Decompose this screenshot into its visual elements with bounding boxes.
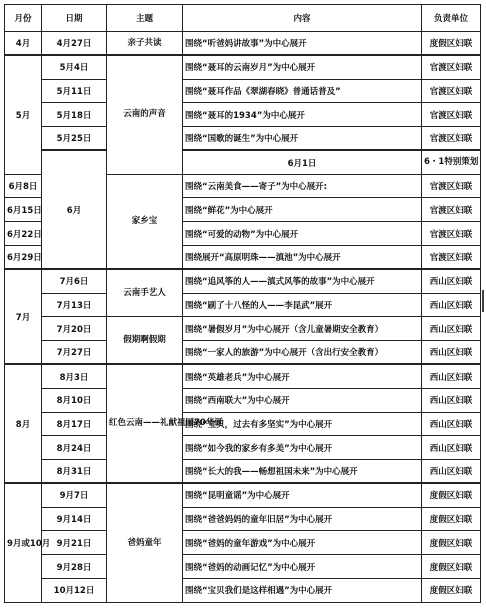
date-cell: 5月25日 [42,127,107,151]
content-cell: 围绕展开“高原明珠——滇池”为中心展开 [183,246,422,270]
table-row [5,55,481,79]
scroll-marker [482,290,484,312]
date-cell: 6月22日 [5,222,42,246]
content-cell: 围绕“可爱的动物”为中心展开 [183,222,422,246]
unit-cell: 西山区妇联 [422,269,481,293]
header-date: 日期 [42,5,107,32]
date-cell: 5月11日 [42,79,107,103]
theme-cell: 云南手艺人 [107,269,183,317]
content-cell: 围绕“国歌的诞生”为中心展开 [183,127,422,151]
unit-cell: 度假区妇联 [422,483,481,507]
unit-cell: 度假区妇联 [422,555,481,579]
content-cell: 围绕“英雄老兵”为中心展开 [183,364,422,388]
table-row [5,364,481,388]
table-row [5,436,481,460]
header-unit: 负责单位 [422,5,481,32]
content-cell: 围绕“聂耳的1934”为中心展开 [183,103,422,127]
date-cell: 6月1日 [183,150,422,174]
content-cell: 围绕“刷了十八怪的人——李昆武”展开 [183,293,422,317]
date-cell: 9月28日 [42,555,107,579]
table-row [5,507,481,531]
theme-cell: 红色云南——礼献祖国70华诞 [107,364,183,483]
table-row [5,317,481,341]
date-cell: 8月24日 [42,436,107,460]
content-cell: 围绕“听爸妈讲故事”为中心展开 [183,32,422,56]
date-cell: 6月15日 [5,198,42,222]
month-cell: 7月 [5,269,42,364]
content-cell: 围绕“如今我的家乡有多美”为中心展开 [183,436,422,460]
content-cell: 围绕“一家人的旅游”为中心展开（含出行安全教育） [183,341,422,365]
unit-cell: 西山区妇联 [422,364,481,388]
date-cell: 9月21日 [42,531,107,555]
date-cell: 5月4日 [42,55,107,79]
header-content: 内容 [183,5,422,32]
header-month: 月份 [5,5,42,32]
date-cell: 7月20日 [42,317,107,341]
date-cell: 8月31日 [42,460,107,484]
unit-cell: 度假区妇联 [422,32,481,56]
header-theme: 主题 [107,5,183,32]
unit-cell: 度假区妇联 [422,531,481,555]
date-cell: 4月27日 [42,32,107,56]
date-cell: 6月8日 [5,174,42,198]
unit-cell: 官渡区妇联 [422,174,481,198]
table-row [5,79,481,103]
theme-cell: 假期啊假期 [107,317,183,365]
table-row [5,578,481,602]
content-cell: 围绕“鲜花”为中心展开 [183,198,422,222]
header-row [5,5,481,32]
table-row [5,412,481,436]
content-cell: 围绕“爸妈的童年游戏”为中心展开 [183,531,422,555]
date-cell: 7月27日 [42,341,107,365]
date-cell: 9月14日 [42,507,107,531]
content-cell: 围绕“爸爸妈妈的童年旧居”为中心展开 [183,507,422,531]
month-cell: 8月 [5,364,42,483]
unit-cell: 官渡区妇联 [422,222,481,246]
table-row [5,150,481,174]
theme-cell: 云南的声音 [107,55,183,174]
theme-cell: 亲子共读 [107,32,183,56]
unit-cell: 官渡区妇联 [422,55,481,79]
theme-cell: 家乡宝 [107,174,183,269]
table-row [5,555,481,579]
month-cell: 4月 [5,32,42,56]
table-row [5,293,481,317]
date-cell: 8月17日 [42,412,107,436]
table-row [5,269,481,293]
month-cell: 9月或10月 [5,483,42,602]
unit-cell: 西山区妇联 [422,460,481,484]
content-cell: 围绕“暑假岁月”为中心展开（含儿童暑期安全教育） [183,317,422,341]
content-cell: 围绕“宝贝，过去有多坚实”为中心展开 [183,412,422,436]
table-row [5,127,481,151]
content-cell: 围绕“追风筝的人——滇式风筝的故事”为中心展开 [183,269,422,293]
date-cell: 6月29日 [5,246,42,270]
date-cell: 8月10日 [42,388,107,412]
date-cell: 9月7日 [42,483,107,507]
content-cell: 围绕“西南联大”为中心展开 [183,388,422,412]
date-cell: 7月6日 [42,269,107,293]
schedule-table [4,4,481,603]
content-cell: 围绕“聂耳作品《翠湖春晓》普通话普及” [183,79,422,103]
content-cell: 围绕“聂耳的云南岁月”为中心展开 [183,55,422,79]
unit-cell: 西山区妇联 [422,436,481,460]
date-cell: 5月18日 [42,103,107,127]
unit-cell: 西山区妇联 [422,388,481,412]
content-cell: 围绕“爸妈的动画记忆”为中心展开 [183,555,422,579]
date-cell: 7月13日 [42,293,107,317]
table-row [5,103,481,127]
table-row [5,32,481,56]
unit-cell: 西山区妇联 [422,341,481,365]
content-cell: 围绕“长大的我——畅想祖国未来”为中心展开 [183,460,422,484]
unit-cell: 西山区妇联 [422,293,481,317]
schedule-body [5,32,481,603]
theme-cell: 爸妈童年 [107,483,183,602]
content-cell: 围绕“云南美食——寄子”为中心展开: [183,174,422,198]
unit-cell: 度假区妇联 [422,578,481,602]
table-row [5,341,481,365]
table-row [5,531,481,555]
unit-cell: 官渡区妇联 [422,103,481,127]
date-cell: 10月12日 [42,578,107,602]
content-cell: 围绕“宝贝我们是这样相遇”为中心展开 [183,578,422,602]
unit-cell: 官渡区妇联 [422,246,481,270]
unit-cell: 官渡区妇联 [422,79,481,103]
month-cell: 5月 [5,55,42,174]
content-cell: 围绕“昆明童谣”为中心展开 [183,483,422,507]
theme-cell: 6・1特别策划 [422,150,481,174]
month-cell: 6月 [42,150,107,269]
table-row [5,388,481,412]
unit-cell: 官渡区妇联 [422,127,481,151]
unit-cell: 官渡区妇联 [422,198,481,222]
unit-cell: 西山区妇联 [422,412,481,436]
date-cell: 8月3日 [42,364,107,388]
unit-cell: 度假区妇联 [422,507,481,531]
table-row [5,483,481,507]
table-row [5,460,481,484]
unit-cell: 西山区妇联 [422,317,481,341]
